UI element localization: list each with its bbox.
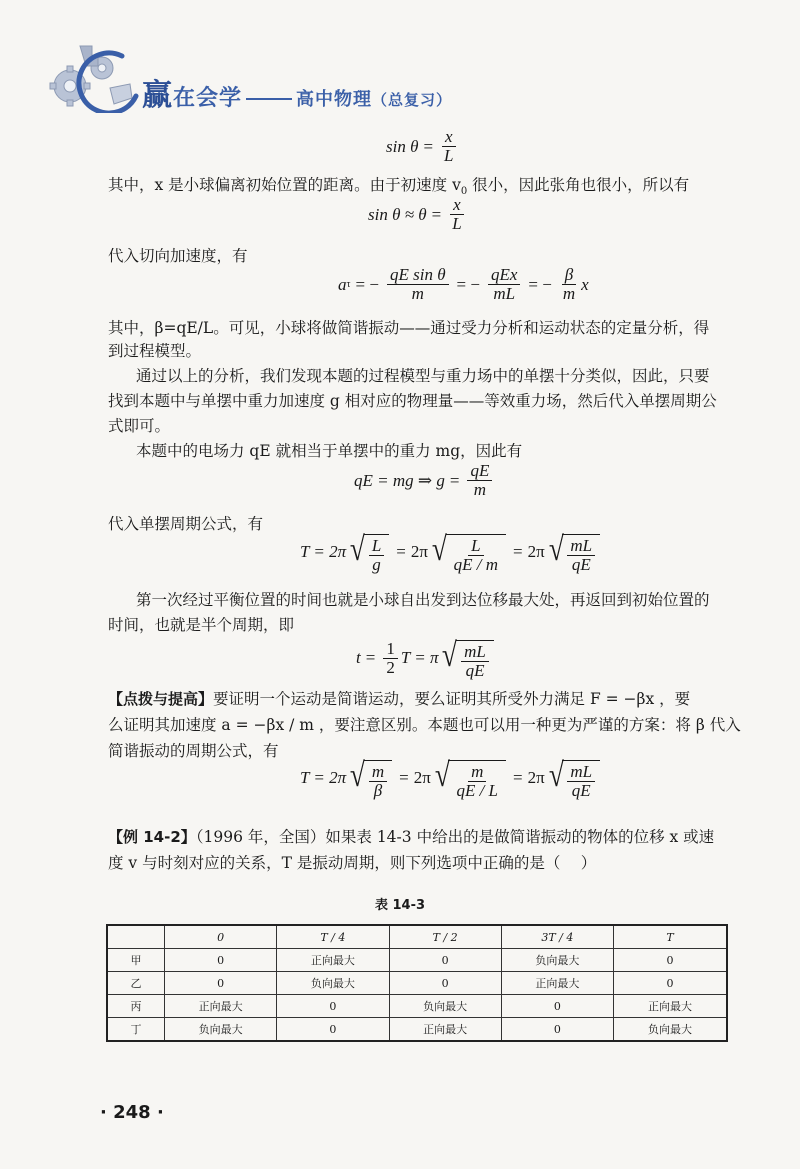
table-cell: 负向最大 <box>277 972 389 995</box>
table-cell: 正向最大 <box>389 1018 501 1042</box>
text-line: 其中，β=qE/L。可见，小球将做简谐振动——通过受力分析和运动状态的定量分析，得 <box>108 319 710 337</box>
text-line: 代入单摆周期公式，有 <box>108 515 264 533</box>
table-cell: 正向最大 <box>501 972 613 995</box>
text-line: 第一次经过平衡位置的时间也就是小球自出发到达位移最大处，再返回到初始位置的 <box>136 591 710 609</box>
table-cell: 0 <box>277 995 389 1018</box>
table-row <box>107 1018 727 1042</box>
table-cell: 0 <box>614 972 728 995</box>
table-cell: 0 <box>389 949 501 972</box>
table-row <box>107 949 727 972</box>
formula-sin-theta: sin θ = $\frac{x}{L}$ <box>386 128 460 165</box>
edition-label: （总复习） <box>372 91 453 109</box>
gear-puzzle-logo-icon <box>40 38 140 113</box>
text-line: 找到本题中与单摆中重力加速度 g 相对应的物理量——等效重力场，然后代入单摆周期公 <box>108 392 717 410</box>
table-cell: 正向最大 <box>277 949 389 972</box>
table-cell: 0 <box>389 972 501 995</box>
brand-big-char: 赢 <box>142 78 173 113</box>
table-cell: 0 <box>165 972 277 995</box>
formula-shm-period: T = 2π √ $\frac{m}{\beta}$ = 2π √ $\frac{m}{qE / L}$ = 2π √ $\frac{mL}{qE}$ <box>300 756 602 800</box>
formula-small-angle: sin θ ≈ θ = $\frac{x}{L}$ <box>368 196 468 233</box>
table-cell: T <box>614 925 728 949</box>
formula-half-period: t = $\frac{1}{2}$ T = π √ $\frac{mL}{qE}$ <box>356 636 496 680</box>
tip-label: 【点拨与提高】 <box>108 690 214 708</box>
tip-line: 简谐振动的周期公式，有 <box>108 742 279 760</box>
table-cell: 丁 <box>107 1018 165 1042</box>
table-cell: 0 <box>501 1018 613 1042</box>
table-cell: 0 <box>277 1018 389 1042</box>
book-title <box>142 70 452 114</box>
table-cell: 正向最大 <box>614 995 728 1018</box>
table-row <box>107 972 727 995</box>
table-cell: 0 <box>614 949 728 972</box>
table-cell: 0 <box>165 949 277 972</box>
text-line: 时间，也就是半个周期，即 <box>108 616 295 634</box>
table-cell: T / 2 <box>389 925 501 949</box>
table-cell: 0 <box>501 995 613 1018</box>
table-cell: 3T / 4 <box>501 925 613 949</box>
text-line: 代入切向加速度，有 <box>108 247 248 265</box>
text-line: 通过以上的分析，我们发现本题的过程模型与重力场中的单摆十分类似，因此，只要 <box>136 367 710 385</box>
table-cell: 负向最大 <box>389 995 501 1018</box>
text-line: 其中，x 是小球偏离初始位置的距离。由于初速度 $v_0$ 很小，因此张角也很小，所以有 <box>108 176 690 198</box>
subject-name: 高中物理 <box>296 89 373 110</box>
tip-line: 么证明其加速度 a = −βx / m ，要注意区别。本题也可以用一种更为严谨的方案：将 β 代入 <box>108 716 741 734</box>
example-label: 【例 14-2】 <box>108 828 196 846</box>
table-cell: 0 <box>165 925 277 949</box>
formula-tangential-accel: a τ = − $\frac{\text{qE sin θ}}{m}$ = − $\frac{\text{qEx}}{mL}$ = − $\frac{\beta}{m}$ x <box>338 265 589 303</box>
brand-rest: 在会学 <box>173 86 243 111</box>
table-cell: 乙 <box>107 972 165 995</box>
table-header-row <box>107 925 727 949</box>
motion-table <box>106 924 728 1042</box>
page-header <box>0 0 800 120</box>
table-cell: 丙 <box>107 995 165 1018</box>
tip-line: 【点拨与提高】要证明一个运动是简谐运动，要么证明其所受外力满足 F = −βx ，要 <box>108 690 691 708</box>
table-cell: 正向最大 <box>165 995 277 1018</box>
table-cell: 甲 <box>107 949 165 972</box>
table-row <box>107 995 727 1018</box>
example-line: 【例 14-2】（1996 年，全国）如果表 14-3 中给出的是做简谐振动的物体的位移 x 或速 <box>108 828 715 846</box>
text-line: 式即可。 <box>108 417 171 435</box>
table-cell: 负向最大 <box>165 1018 277 1042</box>
text-line: 到过程模型。 <box>108 342 202 360</box>
table-cell: T / 4 <box>277 925 389 949</box>
formula-pendulum-period: T = 2π √ $\frac{L}{g}$ = 2π √ $\frac{L}{qE / m}$ = 2π √ $\frac{mL}{qE}$ <box>300 530 602 574</box>
formula-effective-gravity: qE = mg ⇒ g = $\frac{qE}{m}$ <box>354 462 495 499</box>
example-line: 度 v 与时刻对应的关系，T 是振动周期，则下列选项中正确的是（ ） <box>108 854 597 872</box>
table-caption: 表 14-3 <box>374 898 426 913</box>
table-cell: 负向最大 <box>501 949 613 972</box>
page-number: · 248 · <box>100 1102 164 1123</box>
table-cell <box>107 925 165 949</box>
table-cell: 负向最大 <box>614 1018 728 1042</box>
text-line: 本题中的电场力 qE 就相当于单摆中的重力 mg，因此有 <box>136 442 523 460</box>
